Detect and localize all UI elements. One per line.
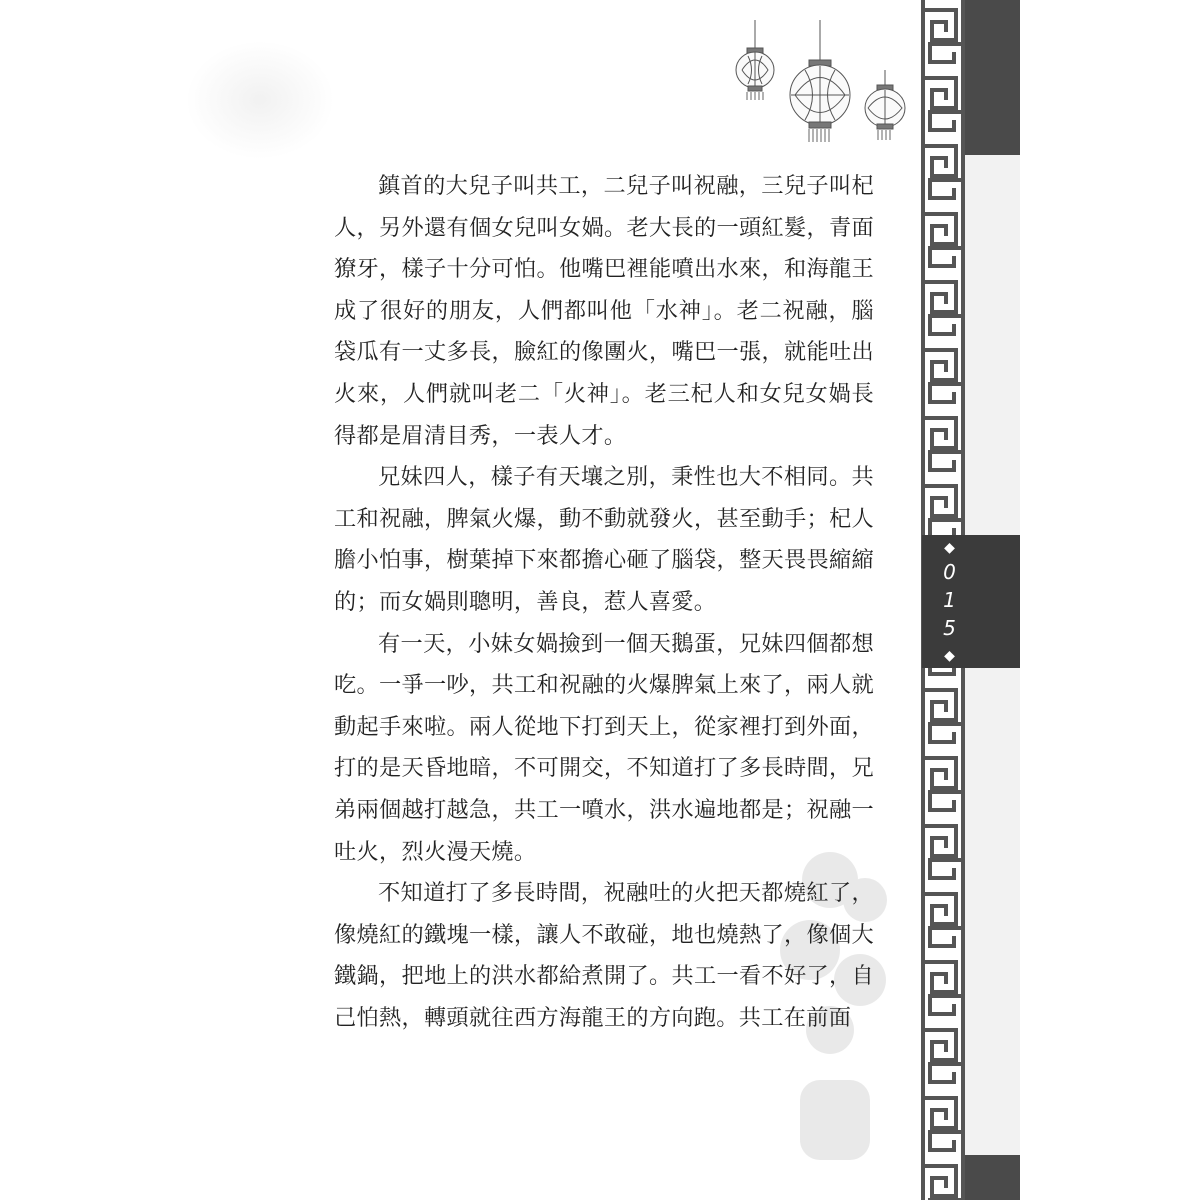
bottom-tab-bar — [965, 1155, 1020, 1200]
top-tab-bar — [965, 0, 1020, 155]
cloud-watermark-icon — [770, 840, 910, 1170]
diamond-icon: ◆ — [944, 647, 955, 664]
lantern-icon — [725, 20, 915, 145]
diamond-icon: ◆ — [944, 539, 955, 556]
paragraph: 有一天，小妹女媧撿到一個天鵝蛋，兄妹四個都想吃。一爭一吵，共工和祝融的火爆脾氣上來了，兩人就動起手來啦。兩人從地下打到天上，從家裡打到外面，打的是天昏地暗，不可開交，不知道打了多長時間，兄弟兩個越打越急，共工一噴水，洪水遍地都是；祝融一吐火，烈火漫天燒。 — [334, 630, 874, 865]
page-number — [922, 535, 977, 668]
paragraph: 鎮首的大兒子叫共工，二兒子叫祝融，三兒子叫杞人，另外還有個女兒叫女媧。老大長的一頭紅髮，青面獠牙，樣子十分可怕。他嘴巴裡能噴出水來，和海龍王成了很好的朋友，人們都叫他「水神」。老二祝融，腦袋瓜有一丈多長，臉紅的像團火，嘴巴一張，就能吐出火來，人們就叫老二「火神」。老三杞人和女兒女媧長得都是眉清目秀，一表人才。 — [334, 173, 874, 449]
gutter-shadow — [185, 40, 335, 160]
paragraph: 不知道打了多長時間，祝融吐的火把天都燒紅了，像燒紅的鐵塊一樣，讓人不敢碰，地也燒熱了，像個大鐵鍋，把地上的洪水都給煮開了。共工一看不好了，自己怕熱，轉頭就往西方海龍王的方向跑。共工在前面 — [334, 880, 874, 1031]
paragraph: 兄妹四人，樣子有天壤之別，秉性也大不相同。共工和祝融，脾氣火爆，動不動就發火，甚至動手；杞人膽小怕事，樹葉掉下來都擔心砸了腦袋，整天畏畏縮縮的；而女媧則聰明，善良，惹人喜愛。 — [334, 464, 874, 615]
page-number-digits: 015 — [937, 559, 962, 644]
